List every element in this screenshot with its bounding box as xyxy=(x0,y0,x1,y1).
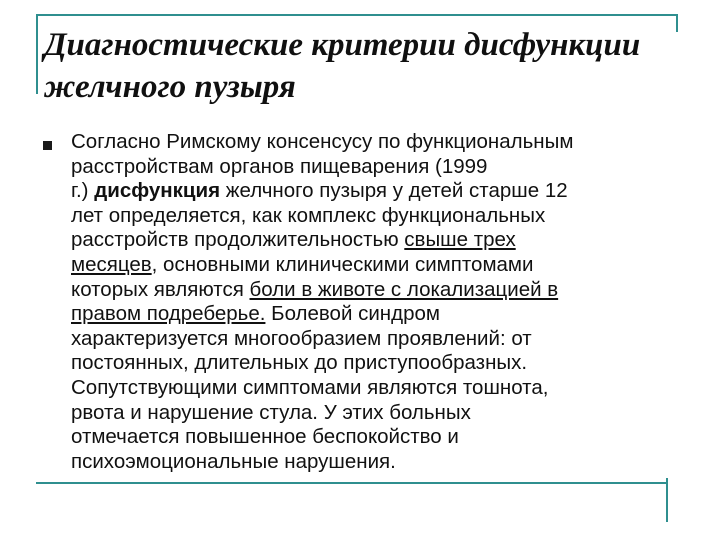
text-run: отмечается повышенное беспокойство и xyxy=(71,425,459,449)
text-run: характеризуется многообразием проявлений: от xyxy=(71,326,532,350)
text-run: постоянных, длительных до приступообразных. xyxy=(71,351,528,375)
frame-line-bottom xyxy=(36,482,668,484)
underlined-text: боли в животе с локализацией в xyxy=(249,277,559,301)
underlined-text: месяцев xyxy=(71,252,152,276)
paragraph-line xyxy=(71,302,701,327)
frame-line-bottom-right xyxy=(666,478,668,522)
paragraph-line xyxy=(71,228,701,253)
text-run: рвота и нарушение стула. У этих больных xyxy=(71,400,471,424)
text-run: расстройств продолжительностью xyxy=(71,228,405,252)
title-line-2: желчного пузыря xyxy=(44,69,296,105)
paragraph-line xyxy=(71,351,701,376)
paragraph-line xyxy=(71,376,701,401)
text-run: Согласно Римскому консенсусу по функциональным xyxy=(71,130,574,153)
underlined-text: правом подреберье. xyxy=(71,302,266,326)
paragraph-line xyxy=(71,155,701,180)
text-run: г.) xyxy=(71,179,95,203)
text-run: лет определяется, как комплекс функциональных xyxy=(71,203,546,227)
paragraph-line xyxy=(71,253,701,278)
text-run: психоэмоциональные нарушения. xyxy=(71,449,396,473)
underlined-text: свыше трех xyxy=(404,228,516,252)
slide-title xyxy=(44,24,720,108)
text-run: которых являются xyxy=(71,277,250,301)
paragraph-line xyxy=(71,327,701,352)
paragraph-line xyxy=(71,130,701,155)
bullet-square-icon xyxy=(43,141,52,150)
frame-line-top xyxy=(36,14,676,16)
text-run: Сопутствующими симптомами являются тошнота, xyxy=(71,375,549,399)
paragraph-line xyxy=(71,425,701,450)
paragraph-line xyxy=(71,401,701,426)
bullet-paragraph xyxy=(71,130,701,474)
text-run: , основными клиническими симптомами xyxy=(151,252,534,276)
frame-line-top-left xyxy=(36,14,38,94)
paragraph-line xyxy=(71,278,701,303)
paragraph-line xyxy=(71,179,701,204)
paragraph-line xyxy=(71,450,701,475)
text-run: желчного пузыря у детей старше 12 xyxy=(220,179,568,203)
text-run: расстройствам органов пищеварения (1999 xyxy=(71,154,488,178)
title-line-1: Диагностические критерии дисфункции xyxy=(44,27,641,63)
text-run: Болевой синдром xyxy=(265,302,440,326)
paragraph-line xyxy=(71,204,701,229)
bold-term: дисфункция xyxy=(94,179,221,203)
